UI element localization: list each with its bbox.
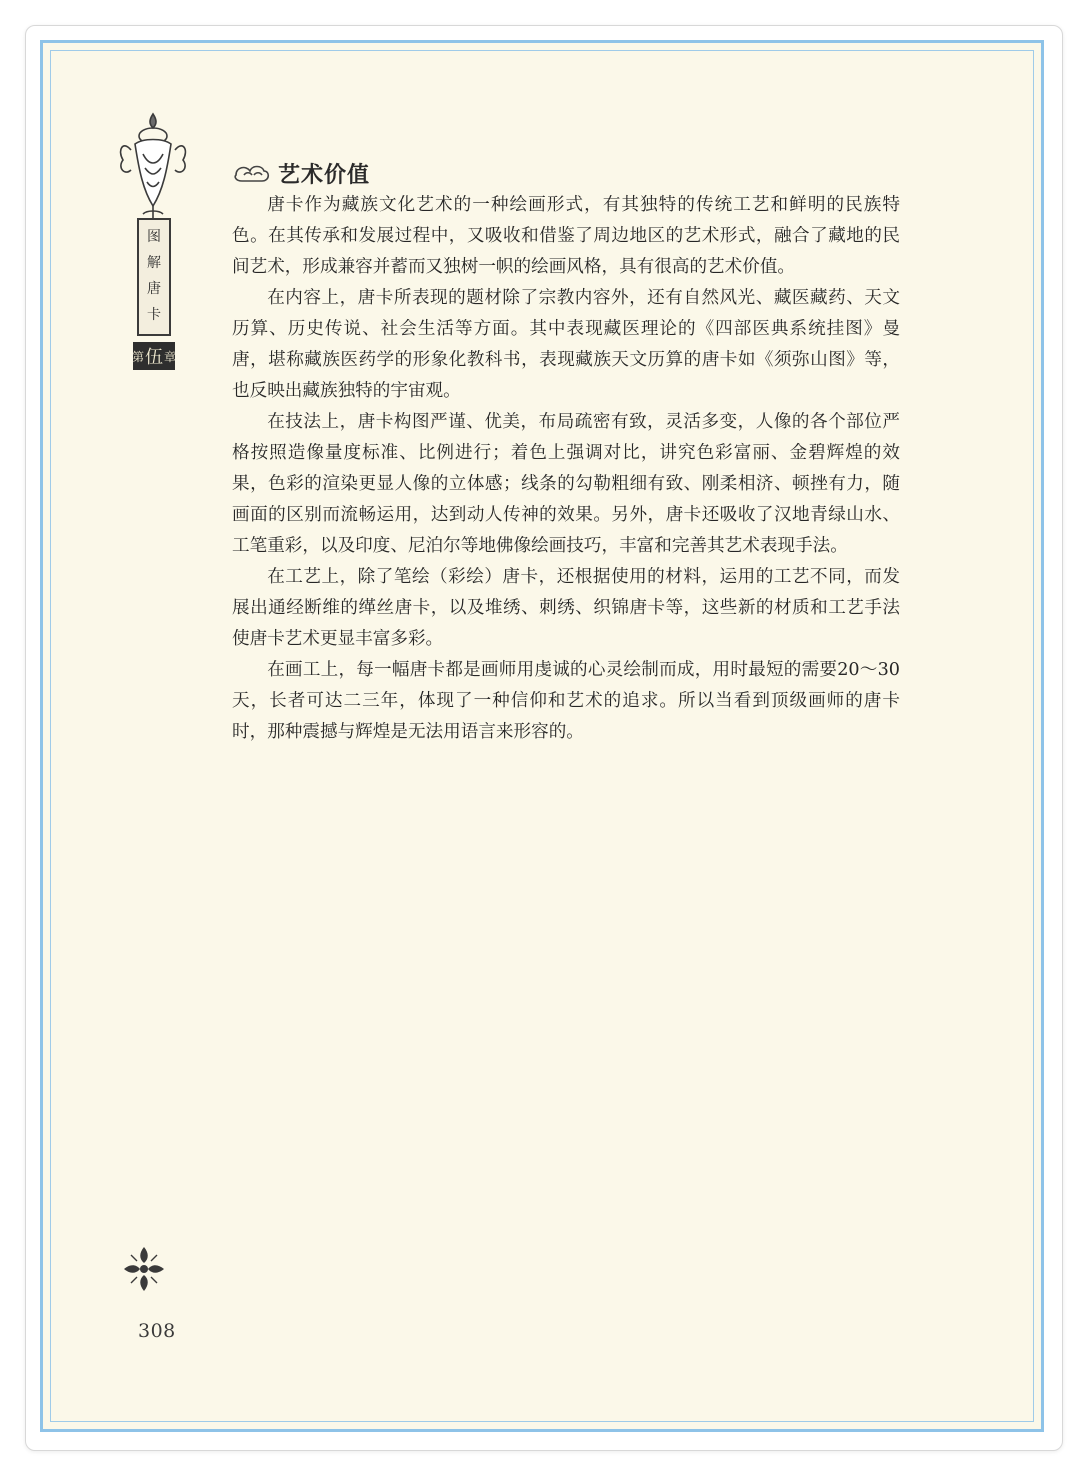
body-text [232,190,900,748]
paragraph: 在画工上，每一幅唐卡都是画师用虔诚的心灵绘制而成，用时最短的需要20～30天，长者可达二三年，体现了一种信仰和艺术的追求。所以当看到顶级画师的唐卡时，那种震撼与辉煌是无法用语言来形容的。 [232,660,900,742]
paragraph: 唐卡作为藏族文化艺术的一种绘画形式，有其独特的传统工艺和鲜明的民族特色。在其传承和发展过程中，又吸收和借鉴了周边地区的艺术形式，融合了藏地的民间艺术，形成兼容并蓄而又独树一帜的绘画风格，具有很高的艺术价值。 [232,195,900,277]
conch-shell-ornament-icon [113,110,193,230]
page-number: 308 [138,1320,176,1342]
section-title: 艺术价值 [278,163,371,188]
section-heading [232,158,370,189]
double-vajra-icon [121,1243,167,1295]
paragraph: 在技法上，唐卡构图严谨、优美，布局疏密有致，灵活多变，人像的各个部位严格按照造像量度标准、比例进行；着色上强调对比，讲究色彩富丽、金碧辉煌的效果，色彩的渲染更显人像的立体感；线条的勾勒粗细有致、刚柔相济、顿挫有力，随画面的区别而流畅运用，达到动人传神的效果。另外，唐卡还吸收了汉地青绿山水、工笔重彩，以及印度、尼泊尔等地佛像绘画技巧，丰富和完善其艺术表现手法。 [232,412,900,556]
chapter-suffix: 章 [164,349,177,364]
chapter-badge [133,342,175,370]
chapter-numeral: 伍 [145,347,163,368]
paragraph: 在工艺上，除了笔绘（彩绘）唐卡，还根据使用的材料，运用的工艺不同，而发展出通经断维的缂丝唐卡，以及堆绣、刺绣、织锦唐卡等，这些新的材质和工艺手法使唐卡艺术更显丰富多彩。 [232,567,900,649]
book-title: 图 解 唐 卡 [147,229,161,323]
paragraph: 在内容上，唐卡所表现的题材除了宗教内容外，还有自然风光、藏医藏药、天文历算、历史传说、社会生活等方面。其中表现藏医理论的《四部医典系统挂图》曼唐，堪称藏族医药学的形象化教科书，表现藏族天文历算的唐卡如《须弥山图》等，也反映出藏族独特的宇宙观。 [232,288,900,401]
sidebar-emblem [113,110,193,370]
book-title-box [137,218,171,336]
cloud-scroll-icon [232,161,272,187]
chapter-prefix: 第 [131,349,144,364]
